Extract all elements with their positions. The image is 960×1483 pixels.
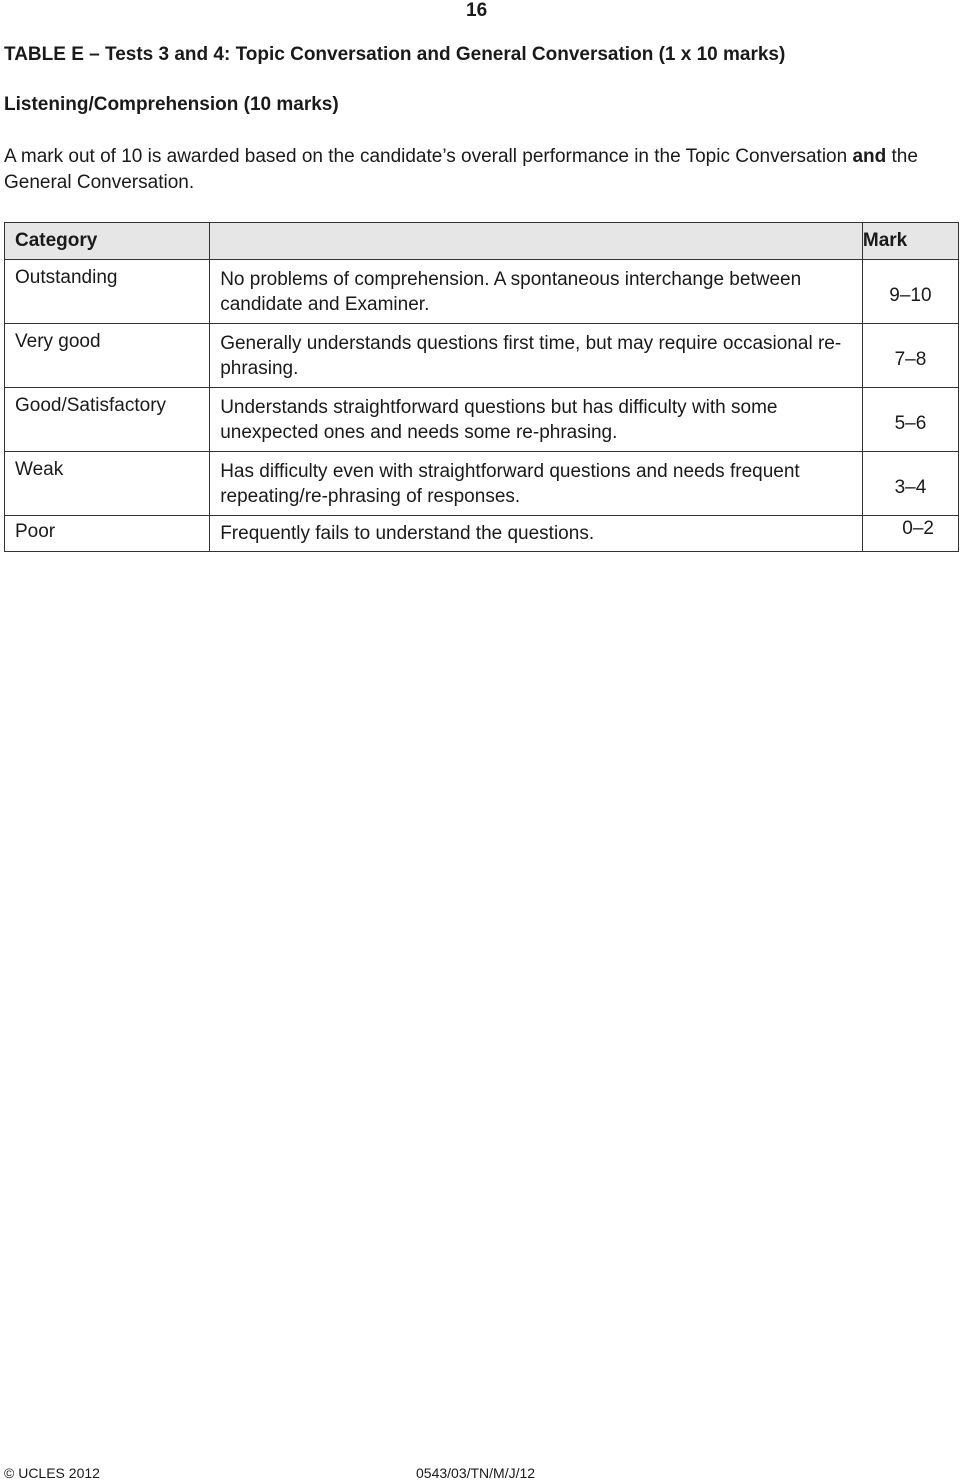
mark-cell: 0–2: [862, 516, 958, 552]
description-cell: Generally understands questions first time, but may require occasional re-phrasing.: [210, 324, 863, 388]
mark-cell: 3–4: [862, 452, 958, 516]
category-cell: Very good: [5, 324, 210, 388]
page-number: 16: [466, 0, 488, 21]
description-cell: Has difficulty even with straightforward questions and needs frequent repeating/re-phrasing of responses.: [210, 452, 863, 516]
section-heading: Listening/Comprehension (10 marks): [4, 94, 339, 115]
mark-cell: 5–6: [862, 388, 958, 452]
table-title: TABLE E – Tests 3 and 4: Topic Conversation and General Conversation (1 x 10 marks): [4, 44, 786, 65]
table-row: [5, 324, 959, 388]
header-mark: Mark: [862, 223, 958, 260]
footer-copyright: © UCLES 2012: [4, 1465, 100, 1481]
description-cell: No problems of comprehension. A spontaneous interchange between candidate and Examiner.: [210, 260, 863, 324]
intro-text-part1: A mark out of 10 is awarded based on the candidate’s overall performance in the Topic Conversation: [4, 146, 853, 167]
mark-scheme-table: [4, 222, 959, 552]
category-cell: Weak: [5, 452, 210, 516]
table-row: [5, 260, 959, 324]
table-header-row: [5, 223, 959, 260]
category-cell: Good/Satisfactory: [5, 388, 210, 452]
footer-document-code: 0543/03/TN/M/J/12: [416, 1465, 536, 1481]
category-cell: Outstanding: [5, 260, 210, 324]
mark-cell: 9–10: [862, 260, 958, 324]
header-category: Category: [5, 223, 210, 260]
mark-cell: 7–8: [862, 324, 958, 388]
table-row: [5, 388, 959, 452]
description-cell: Understands straightforward questions but has difficulty with some unexpected ones and needs some re-phrasing.: [210, 388, 863, 452]
table-row: [5, 516, 959, 552]
intro-text-bold: and: [852, 146, 887, 167]
intro-text-part2: the General Conversation.: [4, 146, 918, 193]
category-cell: Poor: [5, 516, 210, 552]
header-description: [210, 223, 863, 260]
description-cell: Frequently fails to understand the questions.: [210, 516, 863, 552]
table-row: [5, 452, 959, 516]
intro-paragraph: [4, 144, 960, 196]
